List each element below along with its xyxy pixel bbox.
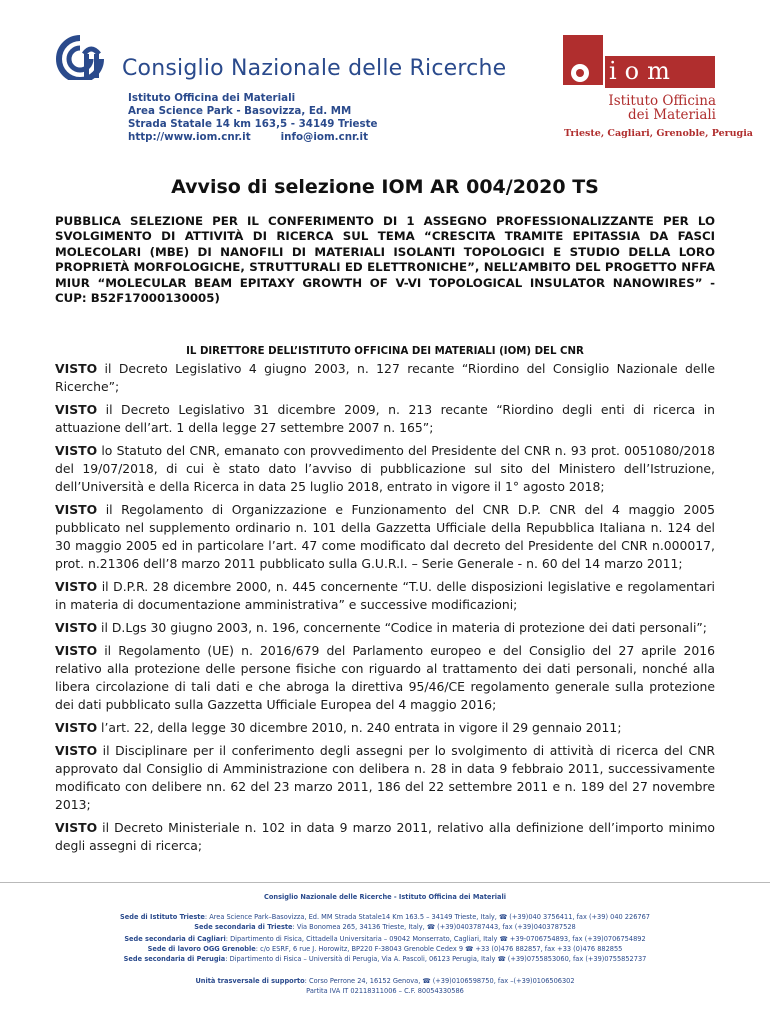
paragraph-keyword: VISTO bbox=[55, 820, 98, 835]
footer-line-label: Sede secondaria di Perugia bbox=[123, 955, 226, 963]
footer-line-label: Sede di Istituto Trieste bbox=[120, 913, 205, 921]
paragraph bbox=[55, 742, 715, 814]
iom-name bbox=[598, 94, 716, 122]
paragraph-text: il Regolamento di Organizzazione e Funzionamento del CNR D.P. CNR del 4 maggio 2005 pubblicato nel supplemento ordinario n. 101 della Gazzetta Ufficiale della Repubblica Italiana n. 124 del 30 maggio 2005 ed in particolare l’art. 47 come modificato dal decreto del Presidente del CNR n.000017, prot. n.21306 dell’8 marzo 2011 pubblicato sulla G.U.R.I. – Serie Generale - n. 60 del 14 marzo 2011; bbox=[55, 502, 715, 571]
footer-support-label: Unità trasversale di supporto bbox=[195, 977, 305, 985]
contact-line bbox=[128, 131, 368, 144]
paragraph-text: il D.P.R. 28 dicembre 2000, n. 445 concernente “T.U. delle disposizioni legislative e regolamentari in materia di documentazione amministrativa” e successive modificazioni; bbox=[55, 579, 715, 612]
paragraph bbox=[55, 401, 715, 437]
paragraph-keyword: VISTO bbox=[55, 402, 98, 417]
paragraph-keyword: VISTO bbox=[55, 443, 98, 458]
document-body bbox=[55, 360, 715, 860]
iom-logo-text: iom bbox=[605, 56, 715, 88]
iom-name-line1: Istituto Officina bbox=[608, 93, 716, 109]
paragraph bbox=[55, 501, 715, 573]
footer-line bbox=[0, 945, 770, 954]
footer-line-label: Sede di lavoro OGG Grenoble bbox=[147, 945, 256, 953]
paragraph-keyword: VISTO bbox=[55, 620, 98, 635]
email-link[interactable]: info@iom.cnr.it bbox=[280, 131, 369, 143]
footer-line bbox=[0, 955, 770, 964]
paragraph-text: il Decreto Legislativo 4 giugno 2003, n. 127 recante “Riordino del Consiglio Nazionale delle Ricerche”; bbox=[55, 361, 715, 394]
footer-line-label: Sede secondaria di Trieste bbox=[194, 923, 293, 931]
footer-heading: Consiglio Nazionale delle Ricerche - Istituto Officina dei Materiali bbox=[264, 893, 506, 901]
paragraph-text: lo Statuto del CNR, emanato con provvedimento del Presidente del CNR n. 93 prot. 0051080/2018 del 19/07/2018, di cui è stato dato l’avviso di pubblicazione sul sito del Ministero dell’Istruzione, dell’Università e della Ricerca in data 25 luglio 2018, entrato in vigore il 1° agosto 2018; bbox=[55, 443, 715, 494]
document-subject: PUBBLICA SELEZIONE PER IL CONFERIMENTO DI 1 ASSEGNO PROFESSIONALIZZANTE PER LO SVOLGIMENTO DI ATTIVITÀ DI RICERCA SUL TEMA “CRESCITA TRAMITE EPITASSIA DA FASCI MOLECOLARI (MBE) DI NANOFILI DI MATERIALI ISOLANTI TOPOLOGICI E STUDIO DELLA LORO PROPRIETÀ MORFOLOGICHE, STRUTTURALI ED ELETTRONICHE”, NELL’AMBITO DEL PROGETTO NFFA MIUR “MOLECULAR BEAM EPITAXY GROWTH OF V-VI TOPOLOGICAL INSULATOR NANOWIRES” - CUP: B52F17000130005) bbox=[55, 214, 715, 306]
paragraph-text: il Decreto Legislativo 31 dicembre 2009, n. 213 recante “Riordino degli enti di ricerca in attuazione dell’art. 1 della legge 27 settembre 2007 n. 165”; bbox=[55, 402, 715, 435]
footer-line-label: Sede secondaria di Cagliari bbox=[124, 935, 226, 943]
org-name: Consiglio Nazionale delle Ricerche bbox=[122, 56, 507, 81]
iom-logo-dot-icon bbox=[571, 64, 589, 82]
paragraph-text: il Disciplinare per il conferimento degli assegni per lo svolgimento di attività di ricerca del CNR approvato dal Consiglio di Amministrazione con delibera n. 28 in data 9 febbraio 2011, successivamente modificato con delibere nn. 62 del 23 marzo 2011, 186 del 22 settembre 2011 e n. 189 del 27 novembre 2013; bbox=[55, 743, 715, 812]
paragraph-keyword: VISTO bbox=[55, 361, 98, 376]
footer-divider bbox=[0, 882, 770, 883]
footer-support-line bbox=[0, 977, 770, 986]
paragraph bbox=[55, 360, 715, 396]
address-line-park: Area Science Park - Basovizza, Ed. MM bbox=[128, 105, 352, 117]
footer-line bbox=[0, 913, 770, 922]
footer-support-text: : Corso Perrone 24, 16152 Genova, ☎ (+39)0106598750, fax –(+39)0106506302 bbox=[304, 977, 575, 985]
iom-places: Trieste, Cagliari, Grenoble, Perugia bbox=[564, 128, 753, 139]
iom-name-line2: dei Materiali bbox=[628, 107, 716, 123]
footer-line-text: : Via Bonomea 265, 34136 Trieste, Italy, ☎ (+39)0403787443, fax (+39)0403787528 bbox=[292, 923, 576, 931]
footer-vat: Partita IVA IT 02118311006 – C.F. 80054330586 bbox=[306, 987, 464, 995]
paragraph-text: il D.Lgs 30 giugno 2003, n. 196, concernente “Codice in materia di protezione dei dati personali”; bbox=[97, 620, 707, 635]
footer-line-text: : c/o ESRF, 6 rue J. Horowitz, BP220 F-38043 Grenoble Cedex 9 ☎ +33 (0)476 882857, fax +33 (0)476 882855 bbox=[255, 945, 623, 953]
paragraph-keyword: VISTO bbox=[55, 643, 98, 658]
paragraph bbox=[55, 642, 715, 714]
paragraph-text: il Decreto Ministeriale n. 102 in data 9 marzo 2011, relativo alla definizione dell’importo minimo degli assegni di ricerca; bbox=[55, 820, 715, 853]
paragraph-text: il Regolamento (UE) n. 2016/679 del Parlamento europeo e del Consiglio del 27 aprile 2016 relativo alla protezione delle persone fisiche con riguardo al trattamento dei dati personali, nonché alla libera circolazione di tali dati e che abroga la direttiva 95/46/CE regolamento generale sulla protezione dei dati pubblicato sulla Gazzetta Ufficiale Europea del 4 maggio 2016; bbox=[55, 643, 715, 712]
document-title: Avviso di selezione IOM AR 004/2020 TS bbox=[171, 176, 599, 198]
director-heading: IL DIRETTORE DELL’ISTITUTO OFFICINA DEI MATERIALI (IOM) DEL CNR bbox=[186, 346, 584, 357]
cnr-logo-icon bbox=[54, 34, 106, 80]
website-link[interactable]: http://www.iom.cnr.it bbox=[128, 131, 251, 143]
paragraph-keyword: VISTO bbox=[55, 720, 98, 735]
paragraph-keyword: VISTO bbox=[55, 743, 98, 758]
footer-line-text: : Area Science Park–Basovizza, Ed. MM Strada Statale14 Km 163.5 – 34149 Trieste, Italy, ☎ (+39)040 3756411, fax (+39) 040 226767 bbox=[204, 913, 650, 921]
address-line-street: Strada Statale 14 km 163,5 - 34149 Trieste bbox=[128, 118, 378, 130]
paragraph bbox=[55, 442, 715, 496]
address-line-institute: Istituto Officina dei Materiali bbox=[128, 92, 296, 104]
paragraph-text: l’art. 22, della legge 30 dicembre 2010, n. 240 entrata in vigore il 29 gennaio 2011; bbox=[97, 720, 622, 735]
footer-line bbox=[0, 923, 770, 932]
paragraph-keyword: VISTO bbox=[55, 502, 98, 517]
paragraph bbox=[55, 719, 715, 737]
paragraph bbox=[55, 619, 715, 637]
footer-line-text: : Dipartimento di Fisica – Università di Perugia, Via A. Pascoli, 06123 Perugia, Italy ☎ (+39)0755853060, fax (+39)0755852737 bbox=[225, 955, 647, 963]
footer-line bbox=[0, 935, 770, 944]
paragraph-keyword: VISTO bbox=[55, 579, 98, 594]
paragraph bbox=[55, 578, 715, 614]
paragraph bbox=[55, 819, 715, 855]
footer-line-text: : Dipartimento di Fisica, Cittadella Universitaria – 09042 Monserrato, Cagliari, Italy ☎ +39-0706754893, fax (+39)0706754892 bbox=[225, 935, 646, 943]
